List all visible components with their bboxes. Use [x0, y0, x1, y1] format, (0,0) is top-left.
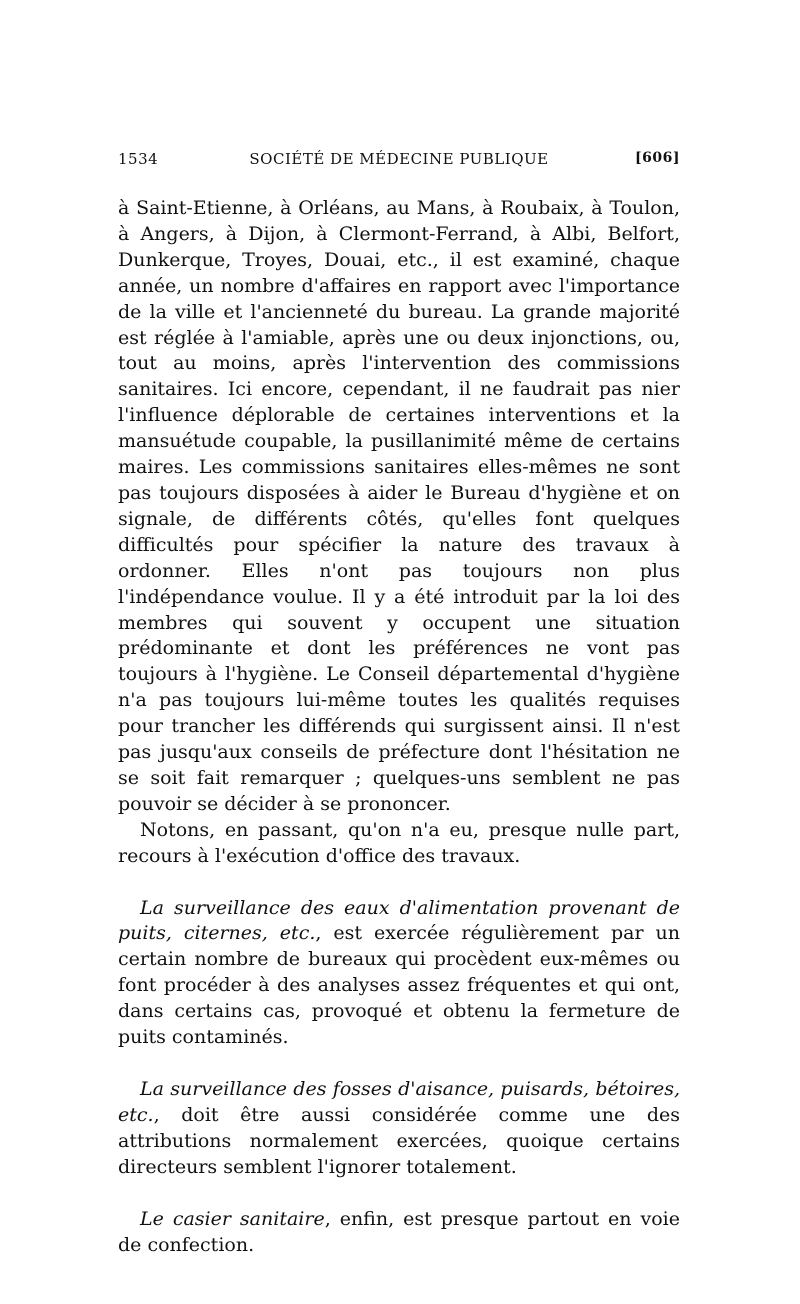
paragraph-text: , est exercée régulièrement par un certain nombre de bureaux qui procèdent eux-mêmes ou font procéder à des analyses assez fréquentes et qui ont, dans certains cas, provoqué et obtenu la fermeture de puits contaminés. — [118, 922, 680, 1049]
paragraph — [118, 1077, 680, 1181]
paragraph — [118, 1207, 680, 1259]
page-body — [118, 196, 680, 1258]
paragraph-lead-italic: La surveillance des fosses d'aisance, puisards, bétoires, etc. — [118, 1078, 680, 1126]
running-title: SOCIÉTÉ DE MÉDECINE PUBLIQUE — [249, 150, 549, 168]
paragraph — [118, 818, 680, 870]
page-header — [118, 150, 680, 180]
page-number: 1534 — [118, 150, 159, 168]
paragraph-continuation — [118, 196, 680, 818]
paragraph-lead-italic: Le casier sanitaire — [140, 1207, 325, 1230]
bracket-page-number: [606] — [635, 150, 680, 166]
paragraph-lead-italic: La surveillance des eaux d'alimentation provenant de puits, citernes, etc. — [118, 896, 680, 945]
paragraph-text: , enfin, est presque partout en voie de confection. — [118, 1207, 680, 1256]
paragraph — [118, 896, 680, 1051]
paragraph-text: à Saint-Etienne, à Orléans, au Mans, à Roubaix, à Toulon, à Angers, à Dijon, à Clermont-Ferrand, à Albi, Belfort, Dunkerque, Troyes, Douai, etc., il est examiné, chaque année, un nombre d'affaires en rapport avec l'importance de la ville et l'ancienneté du bureau. La grande majorité est réglée à l'amiable, après une ou deux injonctions, ou, tout au moins, après l'intervention des commissions sanitaires. Ici encore, cependant, il ne faudrait pas nier l'influence déplorable de certaines interventions et la mansuétude coupable, la pusillanimité même de certains maires. Les commissions sanitaires elles-mêmes ne sont pas toujours disposées à aider le Bureau d'hygiène et on signale, de différents côtés, qu'elles font quelques difficultés pour spécifier la nature des travaux à ordonner. Elles n'ont pas toujours non plus l'indépendance voulue. Il y a été introduit par la loi des membres qui souvent y occupent une situation prédominante et dont les préférences ne vont pas toujours à l'hygiène. Le Conseil départemental d'hygiène n'a pas toujours lui-même toutes les qualités requises pour trancher les différends qui surgissent ainsi. Il n'est pas jusqu'aux conseils de préfecture dont l'hésitation ne se soit fait remarquer ; quelques-uns semblent ne pas pouvoir se décider à se prononcer. — [118, 197, 680, 815]
paragraph-text: Notons, en passant, qu'on n'a eu, presque nulle part, recours à l'exécution d'office des travaux. — [118, 818, 680, 867]
paragraph-text: , doit être aussi considérée comme une des attributions normalement exercées, quoique certains directeurs semblent l'ignorer totalement. — [118, 1103, 680, 1178]
